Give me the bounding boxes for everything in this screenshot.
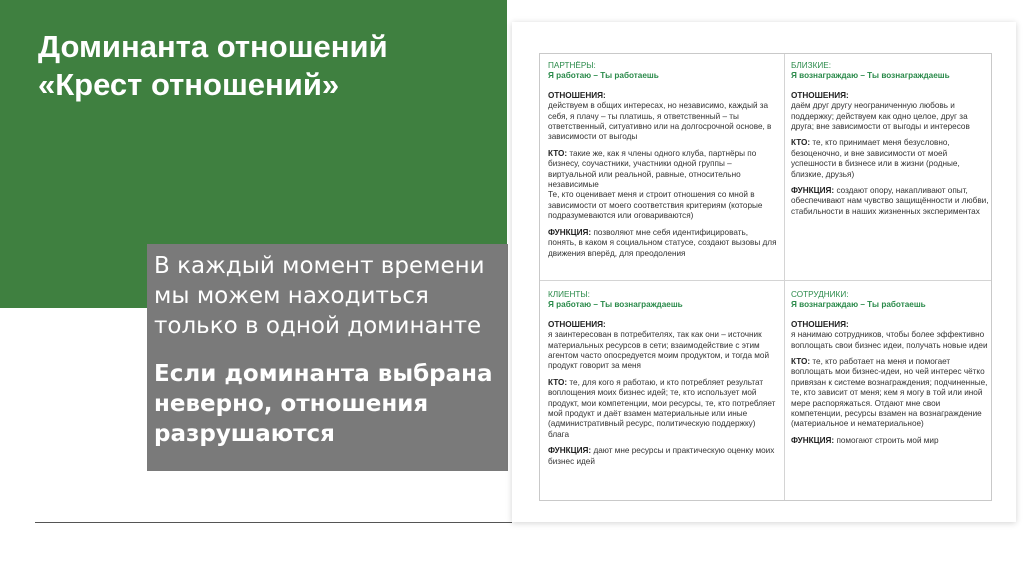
quadrant-relations [548, 320, 778, 372]
who-text-extra: Те, кто оценивает меня и строит отношения со мной в зависимости от моего соответствия критериям (которые подразумеваются или оговариваются) [548, 190, 763, 221]
callout-warning-line: разрушаются [154, 421, 335, 447]
quadrant-partners [548, 61, 778, 265]
slide-title-line-2: «Крест отношений» [38, 67, 340, 102]
relationship-grid [539, 53, 992, 501]
quadrant-who [791, 357, 989, 430]
quadrant-heading: СОТРУДНИКИ: [791, 290, 849, 299]
who-label: КТО: [548, 377, 568, 387]
callout-warning-line: Если доминанта выбрана [154, 361, 493, 387]
grid-vertical-divider [784, 54, 785, 500]
quadrant-clients [548, 290, 778, 473]
function-label: ФУНКЦИЯ: [548, 446, 592, 456]
function-text: помогают строить мой мир [836, 435, 939, 445]
quadrant-who [548, 378, 778, 440]
callout-line: мы можем находиться [154, 283, 429, 309]
quadrant-relations [548, 91, 778, 143]
relations-text: я нанимаю сотрудников, чтобы более эффективно воплощать свои бизнес идеи, получать новые идеи [791, 330, 988, 350]
callout-line: В каждый момент времени [154, 253, 485, 279]
quadrant-function [548, 446, 778, 467]
quadrant-staff [791, 290, 989, 452]
who-label: КТО: [548, 148, 568, 158]
callout-statement [154, 251, 504, 341]
quadrant-relations [791, 320, 989, 351]
quadrant-heading: КЛИЕНТЫ: [548, 290, 590, 299]
who-text: те, кто работает на меня и помогает воплощать мои бизнес-идеи, но чей интерес чётко привязан к системе вознаграждения; подчиненные, те, кто зависит от меня; кем я могу в той или иной мере распоряжаться. Отдают мне свои компетенции, ресурсы взамен на вознаграждение (материальное и нематериальное) [791, 357, 988, 429]
function-label: ФУНКЦИЯ: [791, 435, 835, 445]
who-text: такие же, как я члены одного клуба, партнёры по бизнесу, соучастники, участники одной группы – виртуальной или реальной, равные, относительно независимые [548, 148, 757, 190]
callout-warning [154, 359, 504, 449]
relations-label: ОТНОШЕНИЯ: [791, 319, 849, 329]
callout-warning-line: неверно, отношения [154, 391, 429, 417]
quadrant-who [548, 149, 778, 222]
quadrant-subheading: Я работаю – Ты вознаграждаешь [548, 300, 683, 310]
quadrant-close [791, 61, 989, 223]
who-label: КТО: [791, 138, 811, 148]
function-text: дают мне ресурсы и практическую оценку моих бизнес идей [548, 446, 775, 466]
quadrant-heading: ПАРТНЁРЫ: [548, 61, 596, 70]
relations-text: я заинтересован в потребителях, так как они – источник материальных ресурсов в сети; взаимодействие с этим агентом часто опосредуется моим продуктом, и тогда мой продукт говорит за меня [548, 330, 770, 371]
quadrant-subheading: Я работаю – Ты работаешь [548, 71, 659, 81]
relations-label: ОТНОШЕНИЯ: [548, 319, 606, 329]
footer-divider [35, 522, 512, 523]
who-text: те, кто принимает меня безусловно, безоценочно, и вне зависимости от моей успешности в бизнесе или в жизни (родные, близкие, друзья) [791, 138, 960, 179]
quadrant-heading: БЛИЗКИЕ: [791, 61, 831, 70]
function-text: создают опору, накапливают опыт, обеспечивают нам чувство защищённости и любви, стабильности в наших жизненных экспериментах [791, 186, 989, 216]
who-text: те, для кого я работаю, и кто потребляет результат воплощения моих бизнес идей; те, кто использует мой продукт, мои компетенции, мои ресурсы, те, кто потребляет мой продукт и даёт взамен материальные или иные (административный ресурс, политическую поддержку) блага [548, 377, 776, 439]
relationship-cross-card [512, 22, 1016, 522]
quadrant-subheading: Я вознаграждаю – Ты вознаграждаешь [791, 71, 950, 81]
quadrant-relations [791, 91, 989, 133]
quadrant-function [791, 436, 989, 446]
slide-title-line-1: Доминанта отношений [38, 29, 388, 64]
who-label: КТО: [791, 357, 811, 367]
callout-text [154, 251, 504, 449]
relations-label: ОТНОШЕНИЯ: [548, 90, 606, 100]
function-text: позволяют мне себя идентифицировать, понять, в каком я социальном статусе, создают вызовы для движения вперёд, для преодоления [548, 227, 777, 258]
relations-label: ОТНОШЕНИЯ: [791, 90, 849, 100]
quadrant-function [791, 186, 989, 217]
quadrant-subheading: Я вознаграждаю – Ты работаешь [791, 300, 926, 310]
function-label: ФУНКЦИЯ: [791, 186, 835, 196]
slide-title [38, 28, 498, 104]
grid-horizontal-divider [540, 280, 991, 281]
relations-text: даём друг другу неограниченную любовь и поддержку; действуем как одно целое, друг за друга; вне зависимости от выгоды и интересов [791, 101, 970, 132]
quadrant-who [791, 138, 989, 180]
function-label: ФУНКЦИЯ: [548, 227, 592, 237]
relations-text: действуем в общих интересах, но независимо, каждый за себя, я плачу – ты платишь, я ответственный – ты ответственный, ситуативно или на долгосрочной основе, в зависимости от выгоды [548, 101, 772, 142]
quadrant-function [548, 228, 778, 259]
callout-line: только в одной доминанте [154, 313, 482, 339]
